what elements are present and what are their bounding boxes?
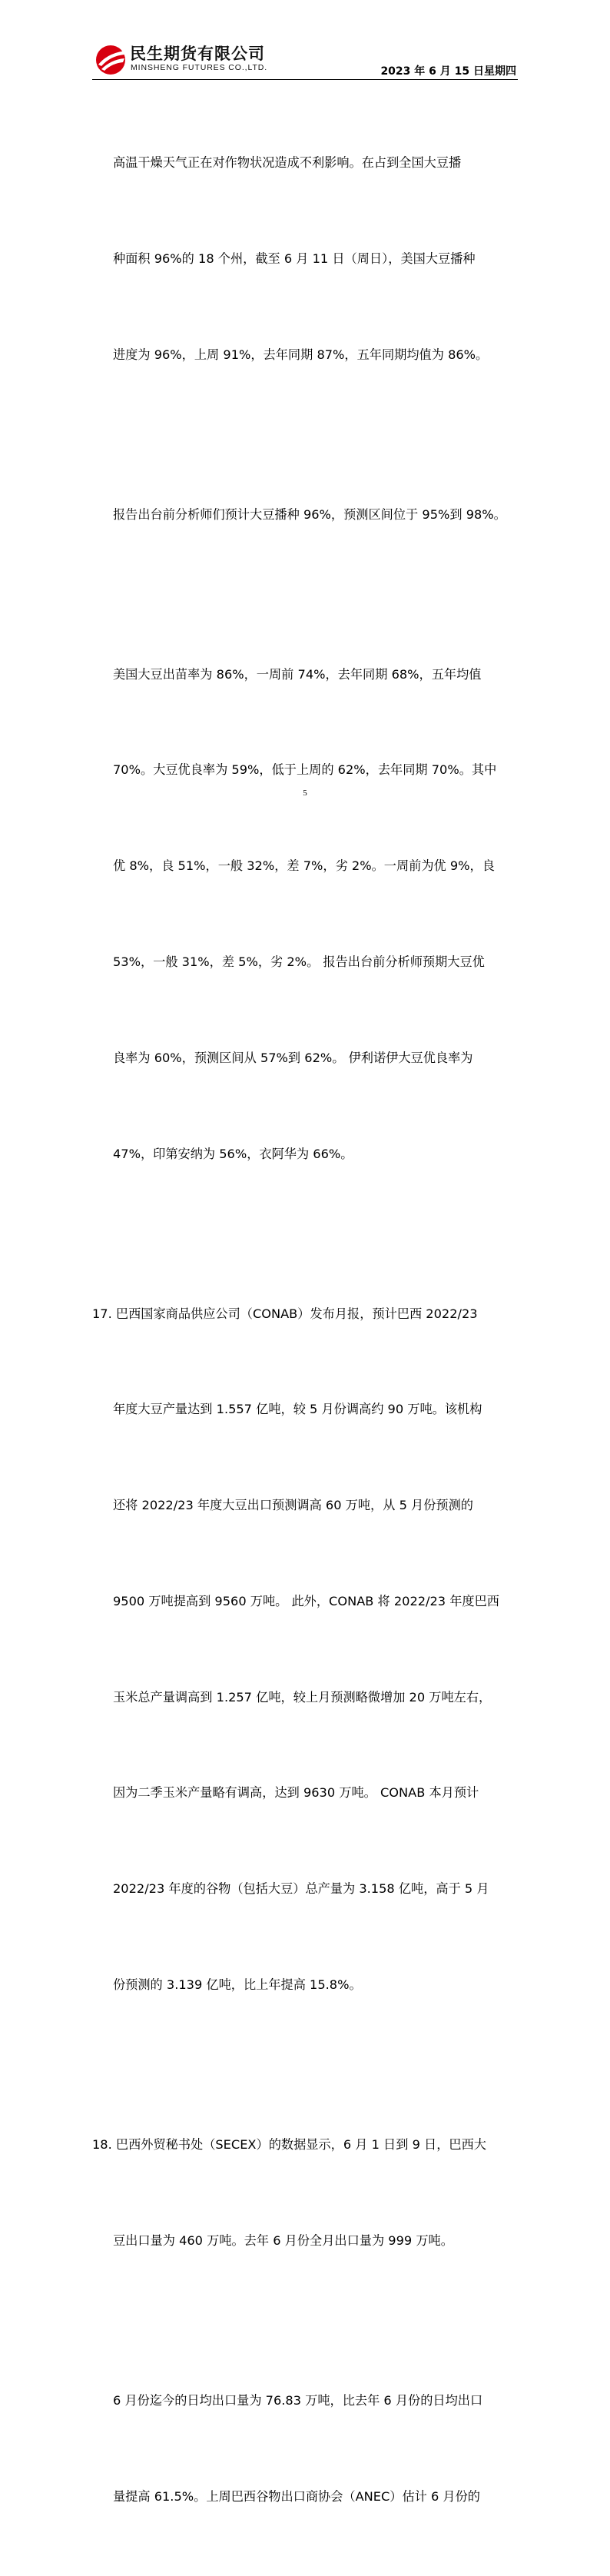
- text-line: 优 8%，良 51%，一般 32%，差 7%，劣 2%。一周前为优 9%，良: [113, 858, 495, 874]
- company-name-cn: 民生期货有限公司: [130, 45, 265, 63]
- text-line: 高温干燥天气正在对作物状况造成不利影响。在占到全国大豆播: [113, 155, 462, 171]
- text-line: 种面积 96%的 18 个州，截至 6 月 11 日（周日），美国大豆播种: [113, 251, 476, 266]
- report-body: [0, 83, 610, 2576]
- paragraph-us-soy-planting: [0, 83, 610, 435]
- paragraph-analyst-forecast: [0, 435, 610, 595]
- paragraph-us-soy-condition: [0, 595, 610, 1234]
- text-line: 美国大豆出苗率为 86%，一周前 74%，去年同期 68%，五年均值: [113, 666, 482, 682]
- text-line: 份预测的 3.139 亿吨，比上年提高 15.8%。: [113, 1977, 362, 1993]
- text-line: 进度为 96%，上周 91%，去年同期 87%，五年同期均值为 86%。: [113, 347, 489, 362]
- text-line: 良率为 60%，预测区间从 57%到 62%。 伊利诺伊大豆优良率为: [113, 1050, 473, 1065]
- text-line: 还将 2022/23 年度大豆出口预测调高 60 万吨，从 5 月份预测的: [113, 1498, 473, 1513]
- page-header: [0, 0, 610, 85]
- header-divider: [92, 79, 518, 80]
- text-line: 6 月份迄今的日均出口量为 76.83 万吨，比去年 6 月份的日均出口: [113, 2392, 483, 2408]
- text-line: 47%，印第安纳为 56%，衣阿华为 66%。: [113, 1146, 353, 1161]
- text-line: 18. 巴西外贸秘书处（SECEX）的数据显示，6 月 1 日到 9 日，巴西大: [92, 2137, 486, 2152]
- paragraph-daily-exports: [0, 2321, 610, 2576]
- text-line: 玉米总产量调高到 1.257 亿吨，较上月预测略微增加 20 万吨左右，: [113, 1689, 492, 1705]
- text-line: 年度大豆产量达到 1.557 亿吨，较 5 月份调高约 90 万吨。该机构: [113, 1402, 482, 1417]
- text-line: 报告出台前分析师们预计大豆播种 96%，预测区间位于 95%到 98%。: [113, 506, 506, 522]
- report-date: 2023 年 6 月 15 日星期四: [380, 65, 516, 78]
- minsheng-logo-icon: [94, 41, 128, 75]
- company-name-en: MINSHENG FUTURES CO.,LTD.: [131, 63, 268, 72]
- company-logo: [94, 40, 282, 78]
- text-line: 豆出口量为 460 万吨。去年 6 月份全月出口量为 999 万吨。: [113, 2232, 453, 2248]
- text-line: 量提高 61.5%。上周巴西谷物出口商协会（ANEC）估计 6 月份的: [113, 2488, 480, 2504]
- text-line: 2022/23 年度的谷物（包括大豆）总产量为 3.158 亿吨，高于 5 月: [113, 1881, 489, 1897]
- text-line: 70%。大豆优良率为 59%，低于上周的 62%，去年同期 70%。其中: [113, 762, 497, 778]
- list-item-18-secex: [0, 2065, 610, 2321]
- page-number: 5: [303, 788, 307, 798]
- text-line: 17. 巴西国家商品供应公司（CONAB）发布月报，预计巴西 2022/23: [92, 1306, 478, 1321]
- text-line: 53%，一般 31%，差 5%，劣 2%。 报告出台前分析师预期大豆优: [113, 954, 485, 970]
- text-line: 9500 万吨提高到 9560 万吨。 此外，CONAB 将 2022/23 年度巴西: [113, 1593, 499, 1608]
- text-line: 因为二季玉米产量略有调高，达到 9630 万吨。 CONAB 本月预计: [113, 1785, 479, 1801]
- list-item-17-conab: [0, 1233, 610, 2064]
